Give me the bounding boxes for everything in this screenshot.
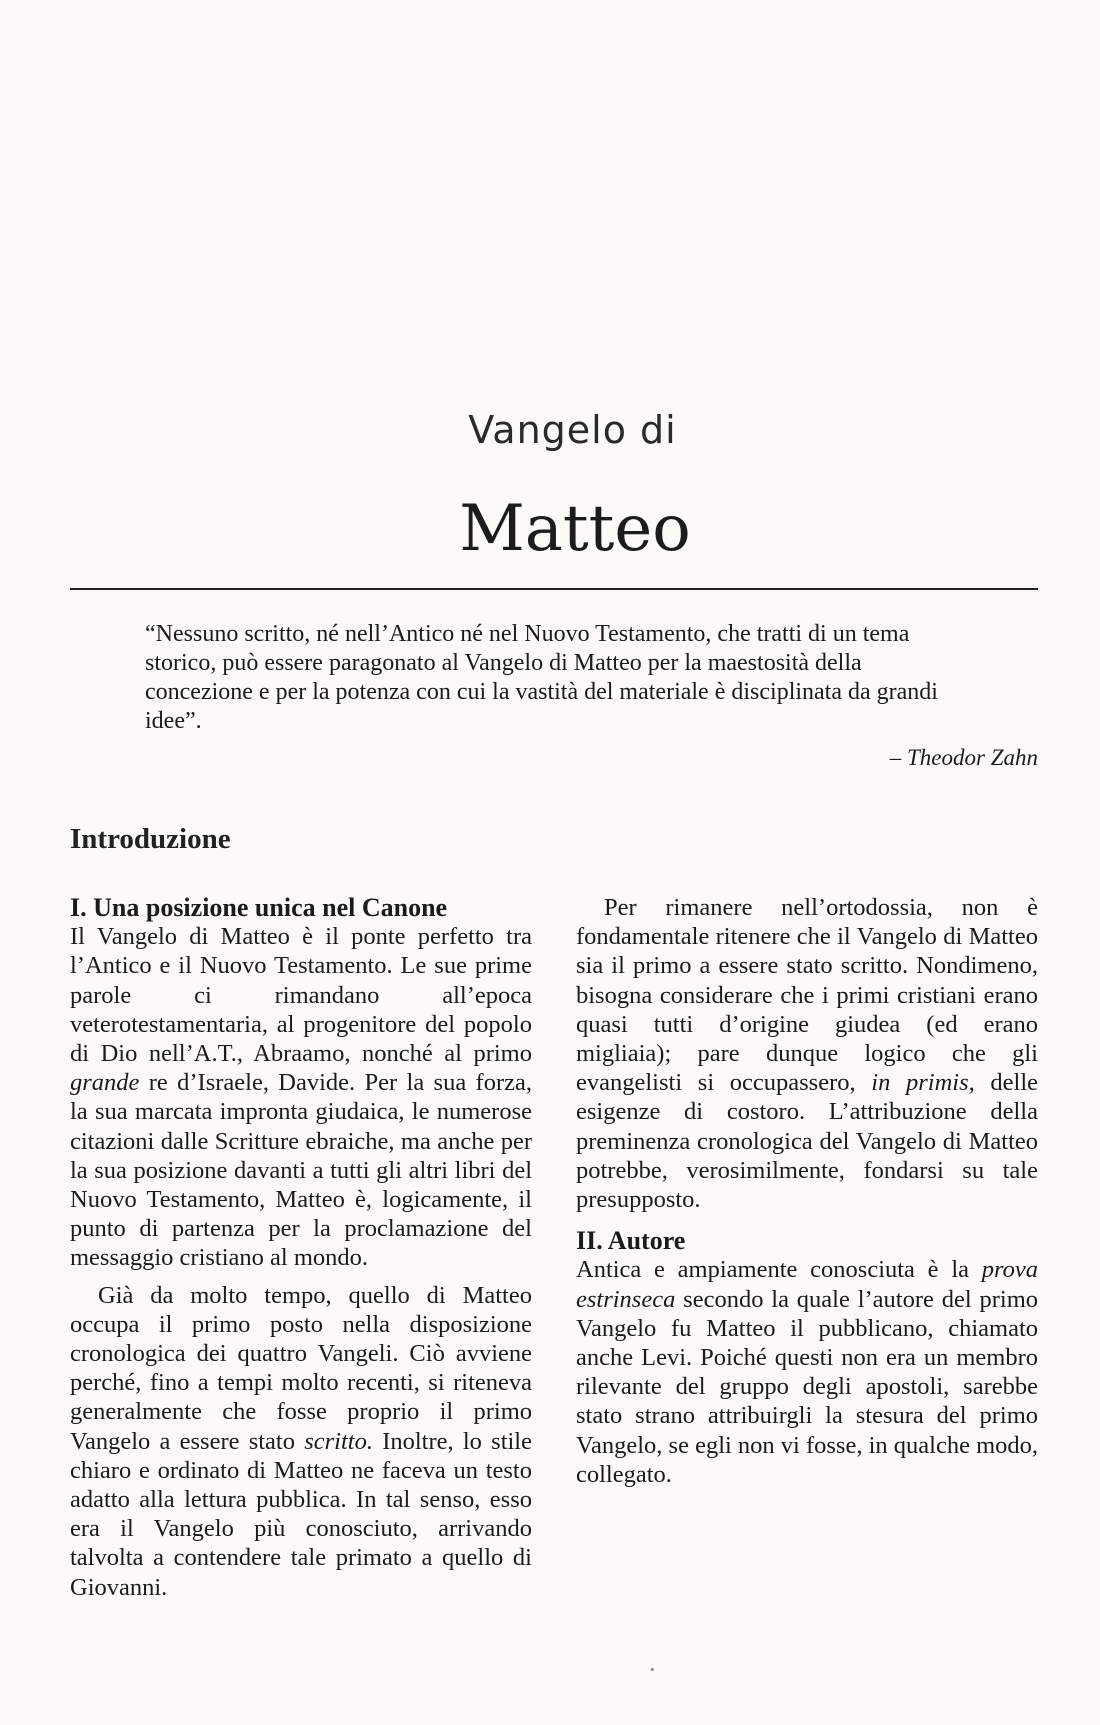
paragraph-4-text-a: Antica e ampiamente conosciuta è la: [576, 1256, 982, 1284]
paragraph-1-emphasis: grande: [70, 1069, 140, 1097]
page-mark: •: [650, 1662, 655, 1677]
section-heading-2: II. Autore: [576, 1226, 686, 1256]
paragraph-3: [576, 893, 1038, 1214]
paragraph-3-text-a: Per rimanere nell’ortodossia, non è fondamentale ritenere che il Vangelo di Matteo sia il primo a essere stato scritto. Nondimeno, bisogna considerare che i primi cristiani erano quasi tutti d’origine giudea (ed erano migliaia); pare dunque logico che gli evangelisti si occupassero,: [576, 894, 1038, 1097]
paragraph-2-text: Inoltre, lo stile chiaro e ordinato di Matteo ne faceva un testo adatto alla lettura pubblica. In tal senso, esso era il Vangelo più conosciuto, arrivando talvolta a contendere tale primato a quello di Giovanni.: [70, 1427, 532, 1601]
paragraph-2-text: Già da molto tempo, quello di Matteo occupa il primo posto nella disposizione cronologica dei quattro Vangeli. Ciò avviene perché, fino a tempi molto recenti, si riteneva generalmente che fosse proprio il primo Vangelo a essere stato: [70, 1281, 532, 1455]
title-rule: [70, 588, 1038, 590]
title-small: Vangelo di: [468, 408, 677, 452]
title-big: Matteo: [459, 492, 691, 566]
introduction-heading: Introduzione: [70, 823, 231, 855]
paragraph-3-text-b: delle esigenze di costoro. L’attribuzione della preminenza cronologica del Vangelo di Matteo potrebbe, verosimilmente, fondarsi su tale presupposto.: [576, 1069, 1039, 1214]
paragraph-1-text-b: re d’Israele, Davide. Per la sua forza, la sua marcata impronta giudaica, le numerose citazioni dalle Scritture ebraiche, ma anche per la sua posizione davanti a tutti gli altri libri del Nuovo Testamento, Matteo è, logicamente, il punto di partenza per la proclamazione del messaggio cristiano al mondo.: [70, 1069, 532, 1272]
paragraph-3-emphasis: in primis,: [871, 1069, 975, 1097]
paragraph-1: [70, 922, 532, 1272]
column-left: [70, 893, 532, 1602]
paragraph-2-emphasis: scritto.: [304, 1427, 373, 1455]
paragraph-2: [70, 1281, 532, 1602]
paragraph-4-emphasis: prova estrinseca: [576, 1256, 1038, 1313]
column-right: [576, 893, 1038, 1489]
section-heading-1: I. Una posizione unica nel Canone: [70, 893, 448, 922]
epigraph-quote: “Nessuno scritto, né nell’Antico né nel Nuovo Testamento, che tratti di un tema storico, può essere paragonato al Vangelo di Matteo per la maestosità della concezione e per la potenza con cui la vastità del materiale è disciplinata da grandi idee”.: [145, 621, 938, 734]
paragraph-4: [576, 1255, 1038, 1489]
epigraph-attribution: – Theodor Zahn: [889, 745, 1038, 770]
paragraph-1-text-a: Il Vangelo di Matteo è il ponte perfetto tra l’Antico e il Nuovo Testamento. Le sue prime parole ci rimandano all’epoca veterotestamentaria, al progenitore del popolo di Dio nell’A.T., Abraamo, nonché al primo: [70, 923, 532, 1068]
paragraph-4-text-b: secondo la quale l’autore del primo Vangelo fu Matteo il pubblicano, chiamato anche Levi. Poiché questi non era un membro rilevante del gruppo degli apostoli, sarebbe stato strano attribuirgli la stesura del primo Vangelo, se egli non vi fosse, in qualche modo, collegato.: [576, 1285, 1039, 1488]
